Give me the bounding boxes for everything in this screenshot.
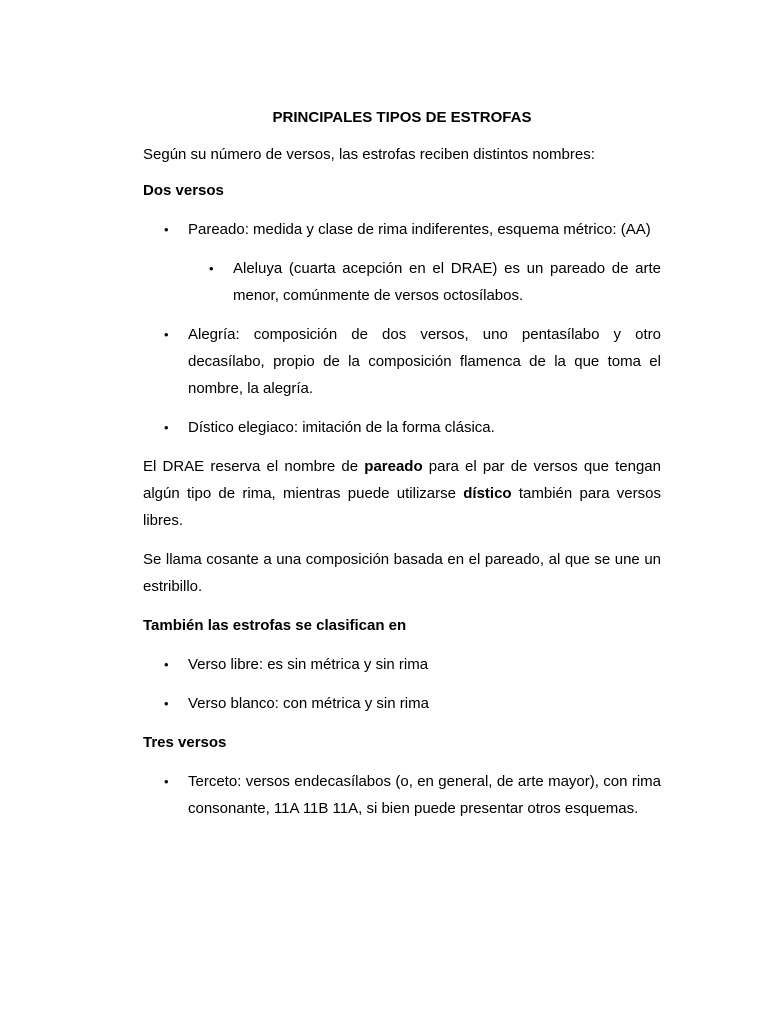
bullet-icon: • [164, 420, 169, 435]
bullet-icon: • [164, 222, 169, 237]
list-item [143, 255, 661, 309]
list-item-text: Aleluya (cuarta acepción en el DRAE) es un pareado de arte menor, comúnmente de versos octosílabos. [233, 260, 661, 304]
list-item-text: Terceto: versos endecasílabos (o, en general, de arte mayor), con rima consonante, 11A 11B 11A, si bien puede presentar otros esquemas. [188, 773, 661, 817]
drae-term-pareado: pareado [364, 458, 423, 475]
bullet-icon: • [164, 657, 169, 672]
list-item [143, 651, 661, 678]
bullet-icon: • [209, 261, 214, 276]
heading-tres-versos: Tres versos [143, 734, 227, 751]
list-item [143, 768, 661, 822]
drae-paragraph [143, 453, 661, 534]
document-title: PRINCIPALES TIPOS DE ESTROFAS [272, 109, 532, 126]
list-item-text: Verso blanco: con métrica y sin rima [188, 695, 429, 712]
list-item [143, 414, 661, 441]
drae-text-2: para el par de versos que tengan algún tipo de rima, mientras puede utilizarse [143, 458, 661, 502]
list-item [143, 690, 661, 717]
bullet-icon: • [164, 327, 169, 342]
bullet-icon: • [164, 774, 169, 789]
list-item [143, 321, 661, 402]
list-tres-versos [143, 768, 661, 822]
drae-text-3: también para versos libres. [143, 485, 661, 529]
list-dos-versos [143, 216, 661, 441]
list-item-text: Pareado: medida y clase de rima indiferentes, esquema métrico: (AA) [188, 221, 651, 238]
list-item-text: Verso libre: es sin métrica y sin rima [188, 656, 429, 673]
drae-text-1: El DRAE reserva el nombre de [143, 458, 365, 475]
heading-tambien: También las estrofas se clasifican en [143, 617, 407, 634]
list-tambien [143, 651, 661, 717]
list-item-text: Alegría: composición de dos versos, uno pentasílabo y otro decasílabo, propio de la composición flamenca de la que toma el nombre, la alegría. [188, 326, 661, 397]
drae-term-distico: dístico [463, 485, 512, 502]
cosante-paragraph: Se llama cosante a una composición basada en el pareado, al que se une un estribillo. [143, 551, 661, 595]
list-item [143, 216, 661, 243]
list-item-text: Dístico elegiaco: imitación de la forma clásica. [188, 419, 495, 436]
heading-dos-versos: Dos versos [143, 182, 224, 199]
intro-paragraph: Según su número de versos, las estrofas reciben distintos nombres: [143, 146, 595, 163]
bullet-icon: • [164, 696, 169, 711]
